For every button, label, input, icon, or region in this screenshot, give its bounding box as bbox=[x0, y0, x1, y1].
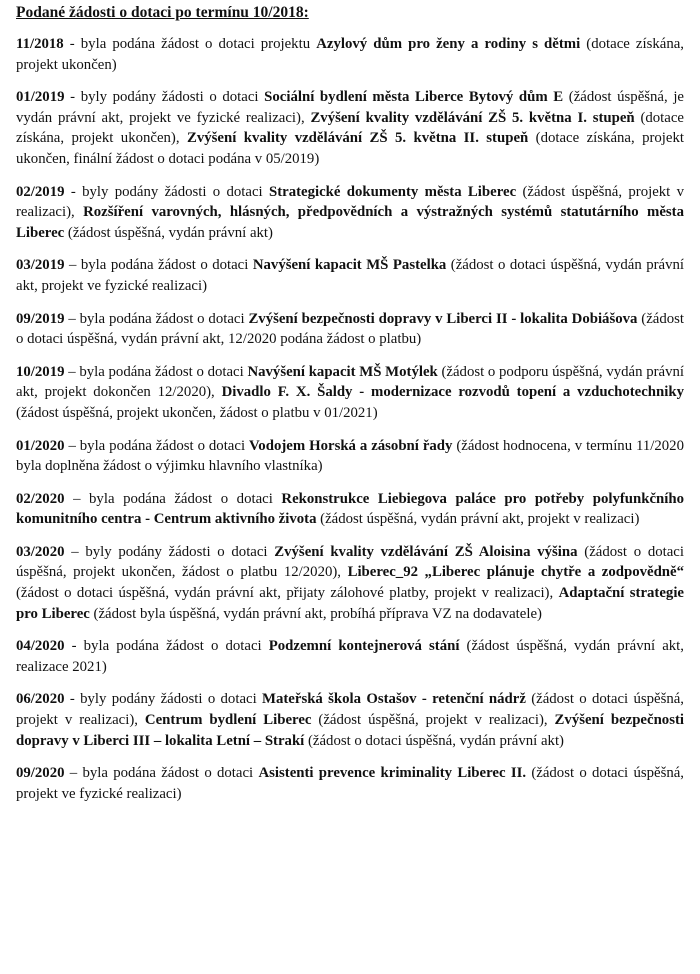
bold-text: Zvýšení kvality vzdělávání ZŠ Aloisina výšina bbox=[274, 543, 578, 560]
body-text: – byla podána žádost o dotaci bbox=[64, 765, 259, 782]
list-item bbox=[16, 309, 684, 350]
body-text: (žádost o dotaci úspěšná, vydán právní akt, 12/2020 podána žádost o platbu) bbox=[16, 310, 685, 348]
body-text: - byly podány žádosti o dotaci bbox=[64, 183, 269, 200]
list-item bbox=[16, 436, 684, 477]
bold-text: 02/2020 bbox=[16, 490, 65, 507]
document-heading: Podané žádosti o dotaci po termínu 10/2018: bbox=[16, 4, 309, 21]
bold-text: Divadlo F. X. Šaldy - modernizace rozvodů topení a vzduchotechniky bbox=[221, 384, 685, 401]
bold-text: 01/2019 bbox=[16, 89, 65, 106]
body-text: (dotace získána, projekt ukončen), bbox=[16, 109, 684, 147]
body-text: (žádost o dotaci úspěšná, vydán právní akt, projekt ve fyzické realizaci) bbox=[16, 257, 684, 294]
body-text: (žádost o dotaci úspěšná, vydán právní akt, přijaty zálohové platby, projekt v realizaci), bbox=[16, 585, 559, 602]
bold-text: Liberec_92 „Liberec plánuje chytře a zodpovědně“ bbox=[347, 564, 684, 581]
body-text: (žádost úspěšná, vydán právní akt, projekt v realizaci) bbox=[316, 511, 640, 528]
body-text: (žádost byla úspěšná, vydán právní akt, probíhá příprava VZ na dodavatele) bbox=[89, 605, 542, 622]
bold-text: Zvýšení bezpečnosti dopravy v Liberci III – lokalita Letní – Strakí bbox=[16, 712, 684, 749]
list-item bbox=[16, 182, 684, 244]
list-item bbox=[16, 689, 684, 751]
bold-text: Strategické dokumenty města Liberec bbox=[268, 183, 517, 200]
body-text: (žádost o dotaci úspěšná, projekt ukončen, žádost o platbu 12/2020), bbox=[16, 543, 684, 581]
bold-text: Podzemní kontejnerová stání bbox=[268, 638, 460, 655]
body-text: (dotace získána, projekt ukončen, finální žádost o dotaci podána v 05/2019) bbox=[16, 130, 684, 167]
bold-text: Navýšení kapacit MŠ Pastelka bbox=[252, 257, 447, 274]
bold-text: Azylový dům pro ženy a rodiny s dětmi bbox=[316, 36, 581, 52]
list-item bbox=[16, 87, 684, 169]
bold-text: Zvýšení bezpečnosti dopravy v Liberci II - lokalita Dobiášova bbox=[248, 310, 638, 327]
bold-text: Adaptační strategie pro Liberec bbox=[16, 585, 684, 622]
body-text: - byla podána žádost o dotaci projektu bbox=[63, 36, 317, 52]
list-item bbox=[16, 542, 684, 624]
body-text: - byly podány žádosti o dotaci bbox=[64, 89, 265, 106]
bold-text: Sociální bydlení města Liberce Bytový dům E bbox=[264, 89, 564, 106]
body-text: (žádost hodnocena, v termínu 11/2020 byla doplněna žádost o výjimku hlavního vlastníka) bbox=[16, 437, 684, 475]
bold-text: Mateřská škola Ostašov - retenční nádrž bbox=[262, 691, 526, 708]
body-text: – byly podány žádosti o dotaci bbox=[64, 543, 275, 560]
list-item bbox=[16, 489, 684, 530]
list-item bbox=[16, 362, 684, 424]
bold-text: Vodojem Horská a zásobní řady bbox=[248, 437, 453, 454]
bold-text: 09/2020 bbox=[16, 765, 65, 782]
body-text: (žádost o dotaci úspěšná, projekt ve fyzické realizaci) bbox=[16, 765, 685, 802]
body-text: (žádost úspěšná, projekt v realizaci), bbox=[311, 712, 555, 729]
body-text: (žádost úspěšná, projekt ukončen, žádost o platbu v 01/2021) bbox=[16, 404, 378, 421]
body-text: (žádost úspěšná, projekt v realizaci), bbox=[16, 183, 684, 221]
list-item bbox=[16, 255, 684, 296]
bold-text: Centrum bydlení Liberec bbox=[144, 712, 312, 729]
list-item bbox=[16, 763, 684, 804]
body-text: – byla podána žádost o dotaci bbox=[64, 363, 248, 380]
bold-text: 09/2019 bbox=[16, 310, 65, 327]
bold-text: Navýšení kapacit MŠ Motýlek bbox=[247, 363, 438, 380]
body-text: – byla podána žádost o dotaci bbox=[64, 490, 282, 507]
bold-text: Zvýšení kvality vzdělávání ZŠ 5. května II. stupeň bbox=[186, 130, 529, 147]
bold-text: 01/2020 bbox=[16, 437, 65, 454]
bold-text: Zvýšení kvality vzdělávání ZŠ 5. května I. stupeň bbox=[310, 109, 635, 126]
bold-text: 06/2020 bbox=[16, 691, 65, 708]
list-item bbox=[16, 636, 684, 677]
bold-text: 11/2018 bbox=[16, 36, 64, 52]
body-text: – byla podána žádost o dotaci bbox=[64, 437, 249, 454]
body-text: – byla podána žádost o dotaci bbox=[64, 310, 249, 327]
bold-text: 04/2020 bbox=[16, 638, 65, 655]
body-text: (dotace získána, projekt ukončen) bbox=[16, 36, 684, 73]
body-text: - byly podány žádosti o dotaci bbox=[64, 691, 263, 708]
bold-text: 10/2019 bbox=[16, 363, 65, 380]
bold-text: 03/2019 bbox=[16, 257, 65, 274]
body-text: (žádost úspěšná, vydán právní akt, realizace 2021) bbox=[16, 638, 684, 675]
body-text: (žádost o dotaci úspěšná, projekt v realizaci), bbox=[16, 691, 684, 729]
body-text: (žádost úspěšná, vydán právní akt) bbox=[64, 224, 273, 241]
list-item bbox=[16, 34, 684, 75]
body-text: (žádost úspěšná, je vydán právní akt, projekt ve fyzické realizaci), bbox=[16, 89, 684, 126]
body-text: (žádost o podporu úspěšná, vydán právní akt, projekt dokončen 12/2020), bbox=[16, 363, 684, 401]
bold-text: Asistenti prevence kriminality Liberec II. bbox=[258, 765, 527, 782]
bold-text: 02/2019 bbox=[16, 183, 65, 200]
bold-text: 03/2020 bbox=[16, 543, 65, 560]
body-text: – byla podána žádost o dotaci bbox=[64, 257, 253, 274]
body-text: (žádost o dotaci úspěšná, vydán právní akt) bbox=[304, 732, 564, 749]
entry-list bbox=[16, 34, 684, 804]
bold-text: Rozšíření varovných, hlásných, předpovědních a výstražných systémů statutárního města Liberec bbox=[16, 204, 684, 241]
body-text: - byla podána žádost o dotaci bbox=[64, 638, 269, 655]
bold-text: Rekonstrukce Liebiegova paláce pro potřeby polyfunkčního komunitního centra - Centrum aktivního života bbox=[16, 490, 684, 528]
